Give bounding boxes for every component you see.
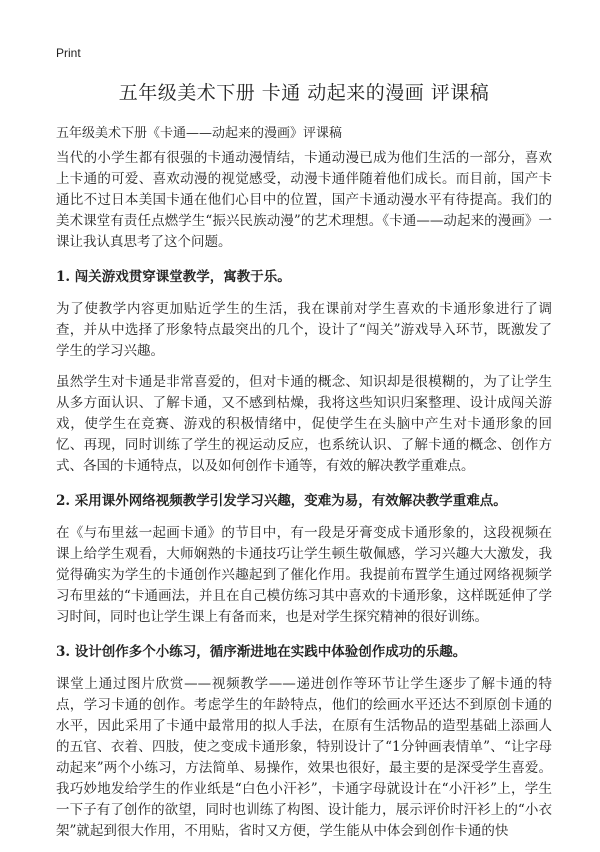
section-heading-3: 3. 设计创作多个小练习，循序渐进地在实践中体验创作成功的乐趣。 — [56, 644, 467, 660]
section-2-paragraph-1: 在《与布里兹一起画卡通》的节目中，有一段是牙膏变成卡通形象的，这段视频在课上给学生观看，大师娴熟的卡通技巧让学生顿生敬佩感，学习兴趣大大激发，我觉得确实为学生的卡通创作兴趣起到了催化作用。我提前布置学生通过网络视频学习布里兹的“卡通画法，并且在自己模仿练习其中喜欢的卡通形象，这样既延伸了学习时间，同时也让学生课上有备而来，也是对学生探究精神的很好训练。 — [56, 525, 552, 625]
print-label[interactable]: Print — [56, 46, 81, 60]
document-body — [56, 148, 552, 852]
section-1-paragraph-1: 为了使教学内容更加贴近学生的生活，我在课前对学生喜欢的卡通形象进行了调查，并从中选择了形象特点最突出的几个，设计了“闯关”游戏导入环节，既激发了学生的学习兴趣。 — [56, 301, 552, 359]
section-3-paragraph-1: 课堂上通过图片欣赏——视频教学——递进创作等环节让学生逐步了解卡通的特点，学习卡通的创作。考虑学生的年龄特点，他们的绘画水平还达不到原创卡通的水平，因此采用了卡通中最常用的拟人手法，在原有生活物品的造型基础上添画人的五官、衣着、四肢，使之变成卡通形象，特别设计了“1分钟画表情单”、“让字母动起来”两个小练习，方法简单、易操作，效果也很好，最主要的是深受学生喜爱。我巧妙地发给学生的作业纸是“白色小汗衫”，卡通字母就设计在“小汗衫”上，学生一下子有了创作的欲望，同时也训练了构图、设计能力，展示评价时汗衫上的“小衣架”就起到很大作用，不用贴，省时又方便，学生能从中体会到创作卡通的快 — [56, 676, 552, 839]
section-heading-2: 2. 采用课外网络视频教学引发学习兴趣，变难为易，有效解决教学重难点。 — [56, 493, 507, 509]
intro-paragraph: 当代的小学生都有很强的卡通动漫情结，卡通动漫已成为他们生活的一部分，喜欢上卡通的可爱、喜欢动漫的视觉感受，动漫卡通伴随着他们成长。而目前，国产卡通比不过日本美国卡通在他们心目中的位置，国产卡通动漫水平有待提高。我们的美术课堂有责任点燃学生“振兴民族动漫”的艺术理想。《卡通——动起来的漫画》一课让我认真思考了这个问题。 — [56, 150, 552, 250]
section-1-paragraph-2: 虽然学生对卡通是非常喜爱的，但对卡通的概念、知识却是很模糊的，为了让学生从多方面认识、了解卡通，又不感到枯燥，我将这些知识归案整理、设计成闯关游戏，使学生在竞赛、游戏的积极情绪中，促使学生在头脑中产生对卡通形象的回忆、再现，同时训练了学生的视运动反应，也系统认识、了解卡通的概念、创作方式、各国的卡通特点，以及如何创作卡通等，有效的解决教学重难点。 — [56, 374, 552, 474]
page-subtitle: 五年级美术下册《卡通——动起来的漫画》评课稿 — [56, 126, 343, 141]
page-title: 五年级美术下册 卡通 动起来的漫画 评课稿 — [118, 82, 490, 104]
section-heading-1: 1. 闯关游戏贯穿课堂教学，寓教于乐。 — [56, 269, 291, 285]
